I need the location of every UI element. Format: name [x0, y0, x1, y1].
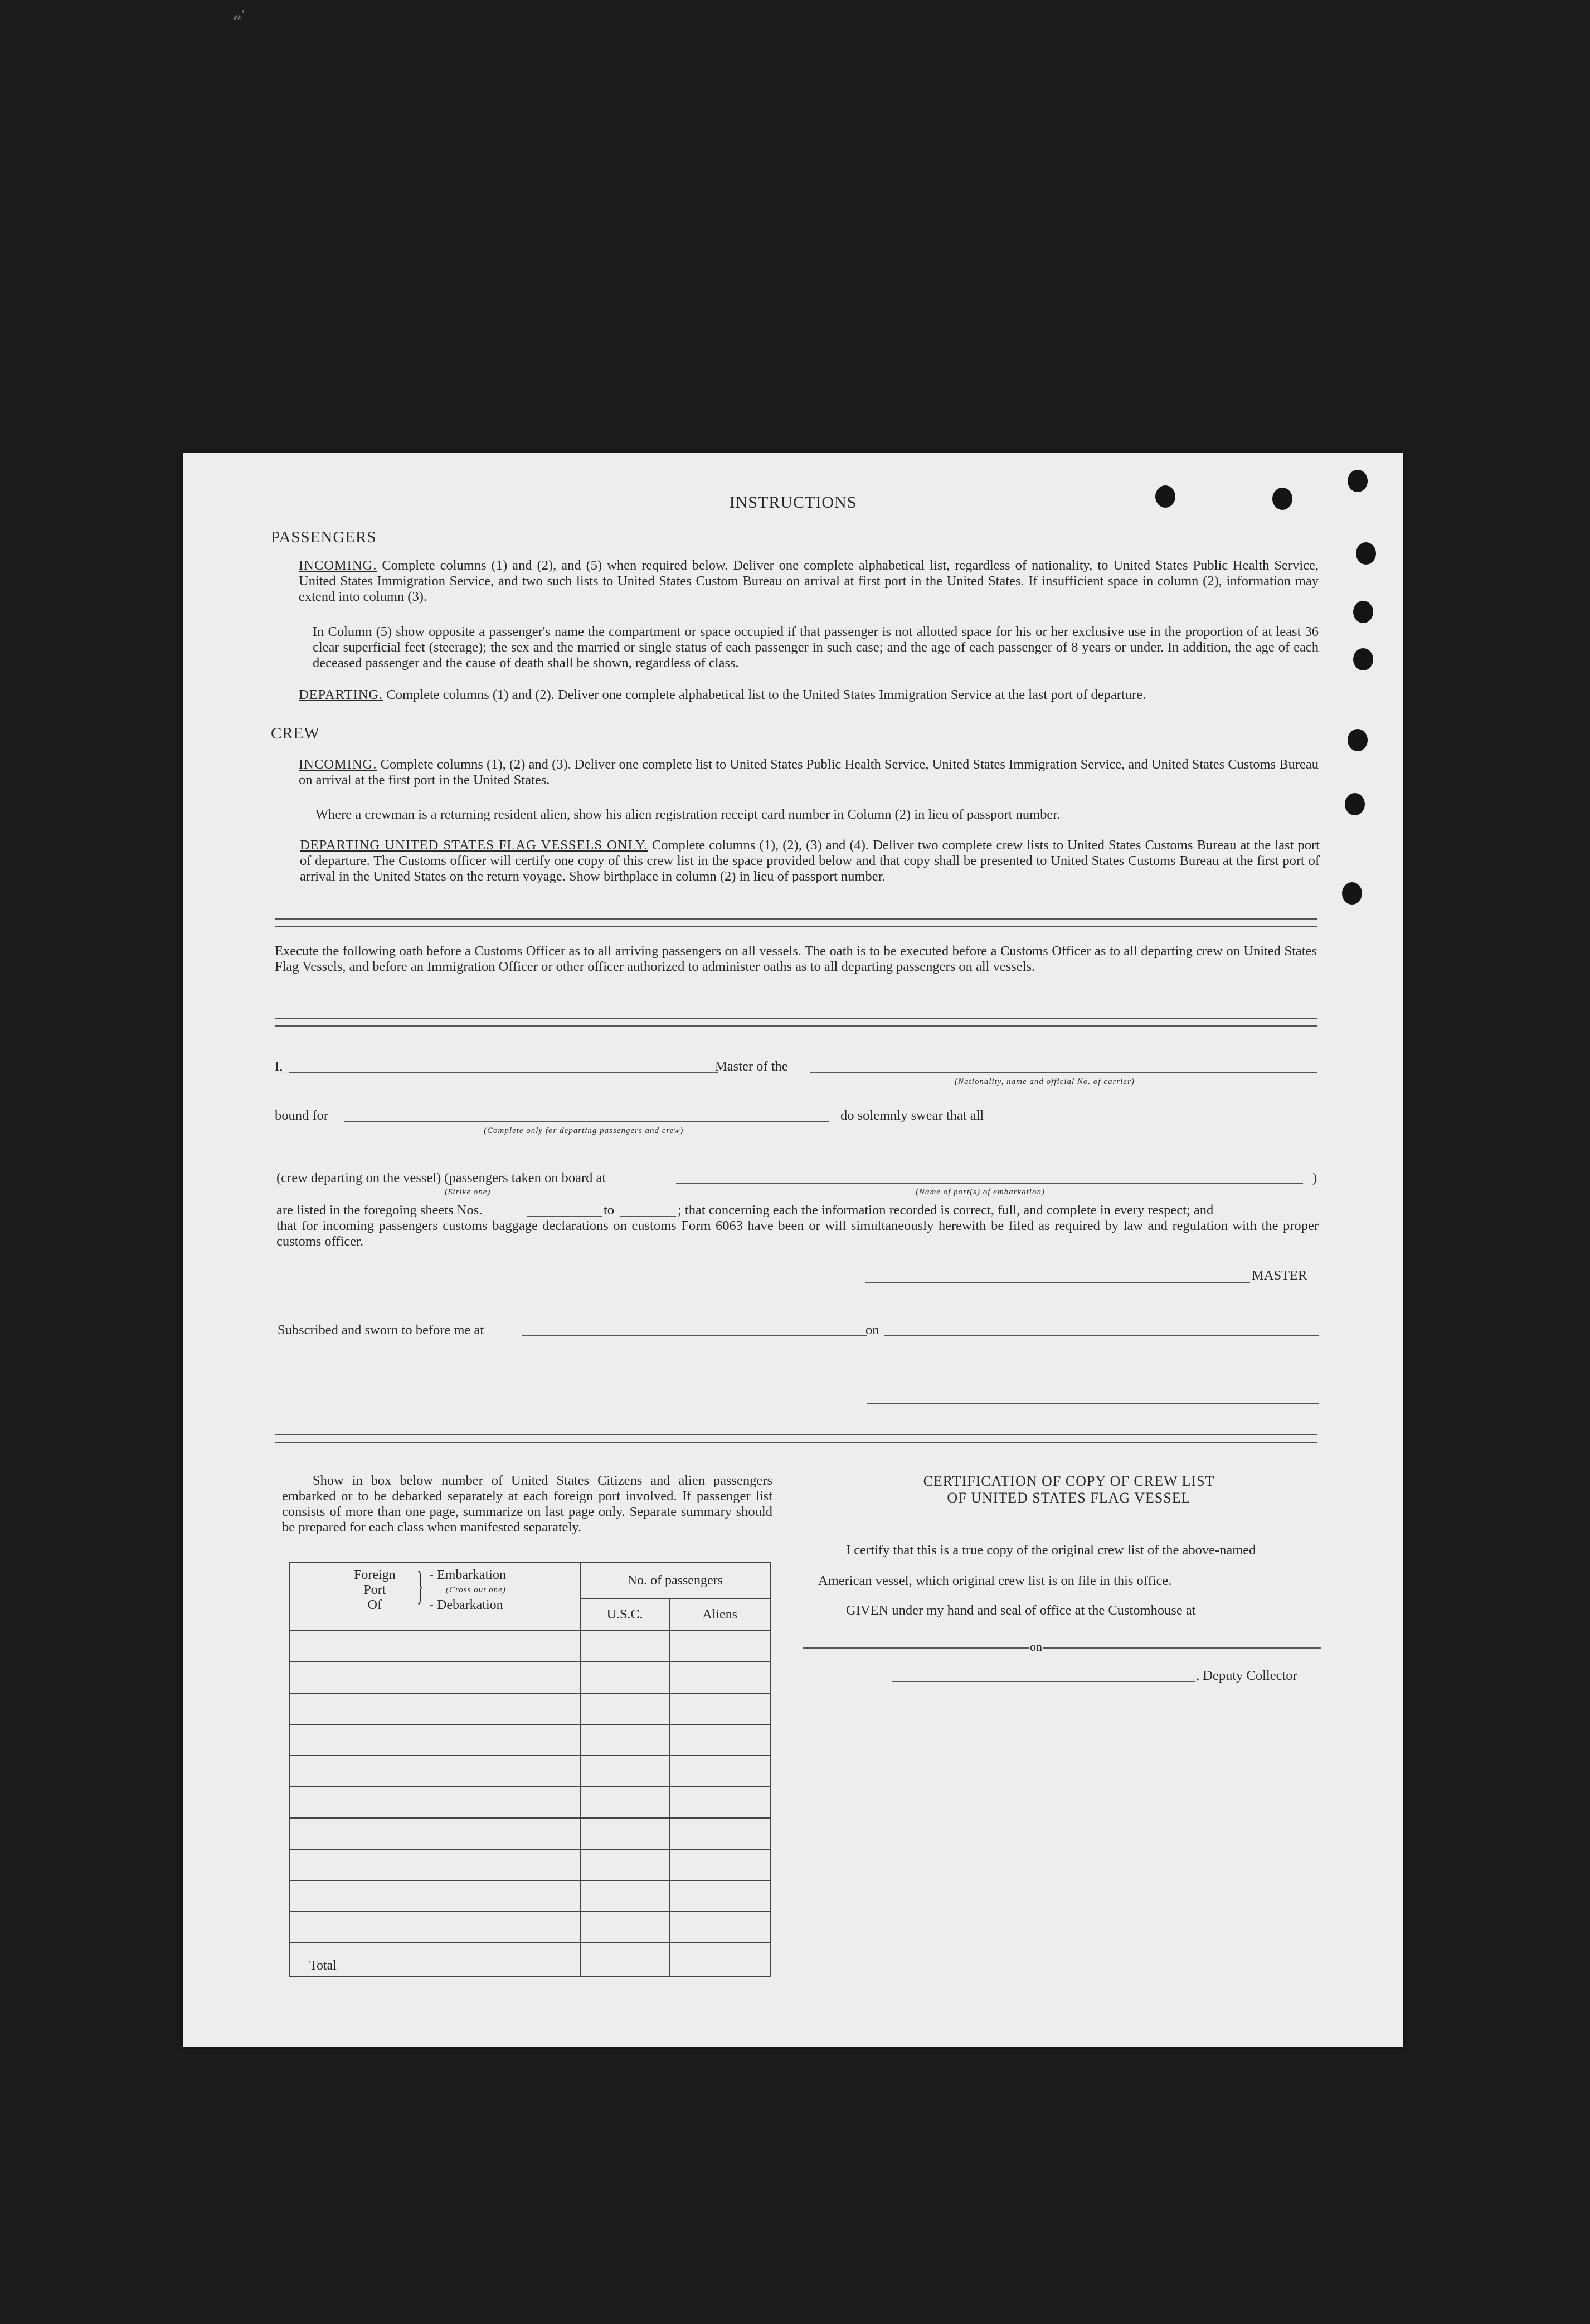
crew-resident-text: Where a crewman is a returning resident alien, show his alien registration receipt card number in Column (2) in lieu of passport number.: [315, 807, 1061, 822]
master-label: MASTER: [1252, 1268, 1307, 1283]
foreign-label: Foreign: [354, 1568, 396, 1582]
port-cell[interactable]: [289, 1849, 580, 1880]
crew-departing-label-oath: (crew departing on the vessel) (passengers taken on board at: [276, 1170, 606, 1185]
aliens-cell[interactable]: [669, 1880, 770, 1912]
bound-for-label: bound for: [275, 1108, 328, 1123]
master-of-the-label: Master of the: [715, 1059, 788, 1074]
port-cell[interactable]: [289, 1756, 580, 1787]
passengers-departing-label: DEPARTING.: [299, 687, 383, 702]
port-cell[interactable]: [289, 1724, 580, 1756]
port-cell[interactable]: [289, 1818, 580, 1849]
certification-title: [824, 1473, 1314, 1506]
swear-label: do solemnly swear that all: [840, 1108, 984, 1123]
debarkation-label: - Debarkation: [429, 1598, 503, 1612]
crew-heading: CREW: [271, 725, 320, 742]
master-signature-line[interactable]: [865, 1282, 1250, 1283]
port-cell[interactable]: [289, 1912, 580, 1943]
port-note: (Name of port(s) of embarkation): [916, 1188, 1045, 1197]
passengers-departing-text: Complete columns (1) and (2). Deliver one complete alphabetical list to the United States Immigration Service at the last port of departure.: [386, 687, 1146, 702]
certification-title-line-2: OF UNITED STATES FLAG VESSEL: [947, 1490, 1191, 1506]
summary-instruction: Show in box below number of United States Citizens and alien passengers embarked or to be debarked separately at each foreign port involved. If passenger list consists of more than one page, summarize on last page only. Separate summary should be prepared for each class when manifested separately.: [282, 1473, 772, 1535]
crew-incoming-label: INCOMING.: [299, 757, 377, 772]
passengers-departing: [299, 687, 1319, 703]
oath-i-label: I,: [275, 1059, 283, 1074]
total-row: [289, 1943, 770, 1976]
brace-icon: }: [417, 1563, 424, 1608]
deputy-signature-line[interactable]: [892, 1681, 1195, 1682]
listed-label: are listed in the foregoing sheets Nos.: [276, 1203, 483, 1218]
total-label: Total: [289, 1943, 580, 1976]
crew-incoming-text: Complete columns (1), (2) and (3). Deliver one complete list to United States Public Health Service, United States Immigration Service, and United States Customs Bureau on arrival at the first port in the United States.: [299, 757, 1319, 787]
embarkation-label: - Embarkation: [429, 1568, 506, 1582]
usc-cell[interactable]: [580, 1724, 670, 1756]
certification-on-label: on: [1030, 1640, 1042, 1654]
certification-text-2: American vessel, which original crew list is on file in this office.: [818, 1573, 1172, 1588]
table-row: [289, 1693, 770, 1724]
usc-cell[interactable]: [580, 1756, 670, 1787]
certification-title-line-1: CERTIFICATION OF COPY OF CREW LIST: [923, 1473, 1215, 1489]
usc-cell[interactable]: [580, 1662, 670, 1693]
usc-cell[interactable]: [580, 1693, 670, 1724]
punch-hole: [1353, 601, 1373, 623]
table-row: [289, 1756, 770, 1787]
punch-hole: [1353, 648, 1373, 670]
table-row: [289, 1724, 770, 1756]
port-cell[interactable]: [289, 1693, 580, 1724]
crew-incoming: [299, 757, 1319, 788]
passenger-summary-table: [289, 1562, 771, 1977]
aliens-total-cell[interactable]: [669, 1943, 770, 1976]
punch-hole: [1342, 882, 1362, 905]
nationality-note: (Nationality, name and official No. of carrier): [955, 1077, 1135, 1086]
page-title: INSTRUCTIONS: [729, 493, 857, 512]
usc-cell[interactable]: [580, 1818, 670, 1849]
subscribed-on-label: on: [865, 1323, 879, 1338]
aliens-cell[interactable]: [669, 1849, 770, 1880]
subscribed-label: Subscribed and sworn to before me at: [278, 1323, 484, 1338]
listed-text-2: ; that concerning each the information recorded is correct, full, and complete in every respect; and: [678, 1203, 1214, 1218]
punch-hole: [1348, 729, 1368, 751]
aliens-header: Aliens: [669, 1599, 770, 1631]
aliens-cell[interactable]: [669, 1912, 770, 1943]
close-paren: ): [1312, 1170, 1317, 1185]
aliens-cell[interactable]: [669, 1724, 770, 1756]
subscribed-date-line[interactable]: [884, 1335, 1319, 1336]
strike-one-note: (Strike one): [445, 1188, 491, 1197]
table-row: [289, 1787, 770, 1818]
certification-text-1: I certify that this is a true copy of the original crew list of the above-named: [846, 1543, 1256, 1558]
name-field-line[interactable]: [289, 1072, 718, 1073]
punch-hole: [1348, 470, 1368, 492]
crew-departing: [300, 838, 1320, 884]
usc-header: U.S.C.: [580, 1599, 670, 1631]
officer-signature-line[interactable]: [867, 1403, 1319, 1404]
section-divider: [275, 1434, 1317, 1443]
port-cell[interactable]: [289, 1631, 580, 1662]
sheet-to-field-line[interactable]: [620, 1216, 676, 1217]
cross-out-note: (Cross out one): [446, 1586, 506, 1594]
aliens-cell[interactable]: [669, 1631, 770, 1662]
usc-total-cell[interactable]: [580, 1943, 670, 1976]
section-divider: [275, 918, 1317, 927]
usc-cell[interactable]: [580, 1912, 670, 1943]
no-passengers-header: No. of passengers: [580, 1563, 770, 1599]
table-row: [289, 1849, 770, 1880]
punch-hole: [1356, 542, 1376, 565]
aliens-cell[interactable]: [669, 1693, 770, 1724]
embarkation-port-field-line[interactable]: [676, 1183, 1303, 1184]
port-cell[interactable]: [289, 1880, 580, 1912]
passengers-incoming-label: INCOMING.: [299, 558, 377, 573]
port-header-cell: [289, 1563, 580, 1631]
vessel-field-line[interactable]: [810, 1072, 1317, 1073]
crew-departing-text: Complete columns (1), (2), (3) and (4). Deliver two complete crew lists to United States Customs Bureau at the last port of departure. The Customs officer will certify one copy of this crew list in the space provided below and that copy shall be presented to United States Customs Bureau at the first port of arrival in the United States on the return voyage. Show birthplace in column (2) in lieu of passport number.: [300, 838, 1320, 884]
aliens-cell[interactable]: [669, 1756, 770, 1787]
passengers-incoming-text: Complete columns (1) and (2), and (5) when required below. Deliver one complete alphabetical list, regardless of nationality, to United States Public Health Service, United States Immigration Service, and two such lists to United States Custom Bureau on arrival at first port in the United States. If insufficient space in column (2), information may extend into column (3).: [299, 558, 1319, 604]
subscribed-place-line[interactable]: [522, 1335, 867, 1336]
table-row: [289, 1818, 770, 1849]
usc-cell[interactable]: [580, 1631, 670, 1662]
table-row: [289, 1662, 770, 1693]
departing-only-note: (Complete only for departing passengers and crew): [484, 1126, 684, 1135]
to-label: to: [604, 1203, 615, 1218]
of-label: Of: [367, 1598, 382, 1612]
sheet-from-field-line[interactable]: [527, 1216, 602, 1217]
oath-instruction: Execute the following oath before a Customs Officer as to all arriving passengers on all vessels. The oath is to be executed before a Customs Officer as to all departing crew on United States Flag Vessels, and before an Immigration Officer or other officer authorized to administer oaths as to all departing passengers on all vessels.: [275, 944, 1317, 974]
table-row: [289, 1912, 770, 1943]
listed-text-3: that for incoming passengers customs baggage declarations on customs Form 6063 have been or will simultaneously herewith be filed as required by law and regulation with the proper customs officer.: [276, 1218, 1319, 1249]
usc-cell[interactable]: [580, 1787, 670, 1818]
certification-text-3: GIVEN under my hand and seal of office at the Customhouse at: [846, 1603, 1196, 1618]
table-row: [289, 1880, 770, 1912]
form-page: [183, 453, 1403, 2047]
bound-for-field-line[interactable]: [344, 1121, 829, 1122]
aliens-cell[interactable]: [669, 1818, 770, 1849]
section-divider: [275, 1018, 1317, 1027]
aliens-cell[interactable]: [669, 1787, 770, 1818]
crew-departing-label: DEPARTING UNITED STATES FLAG VESSELS ONLY.: [300, 838, 648, 853]
passengers-incoming: [299, 558, 1319, 605]
table-row: [289, 1631, 770, 1662]
port-cell[interactable]: [289, 1662, 580, 1693]
deputy-collector-label: , Deputy Collector: [1196, 1668, 1297, 1683]
scan-mark: 𝓃': [233, 7, 245, 23]
aliens-cell[interactable]: [669, 1662, 770, 1693]
punch-hole: [1345, 793, 1365, 815]
customhouse-date-line[interactable]: [803, 1647, 1321, 1649]
passengers-heading: PASSENGERS: [271, 528, 377, 546]
port-label: Port: [363, 1583, 386, 1597]
usc-cell[interactable]: [580, 1880, 670, 1912]
passengers-column5-text: In Column (5) show opposite a passenger's name the compartment or space occupied if that passenger is not allotted space for his or her exclusive use in the proportion of at least 36 clear superficial feet (steerage); the sex and the married or single status of each passenger in such case; and the age of each passenger of 8 years or under. In addition, the age of each deceased passenger and the cause of death shall be shown, regardless of class.: [313, 624, 1319, 670]
usc-cell[interactable]: [580, 1849, 670, 1880]
port-cell[interactable]: [289, 1787, 580, 1818]
